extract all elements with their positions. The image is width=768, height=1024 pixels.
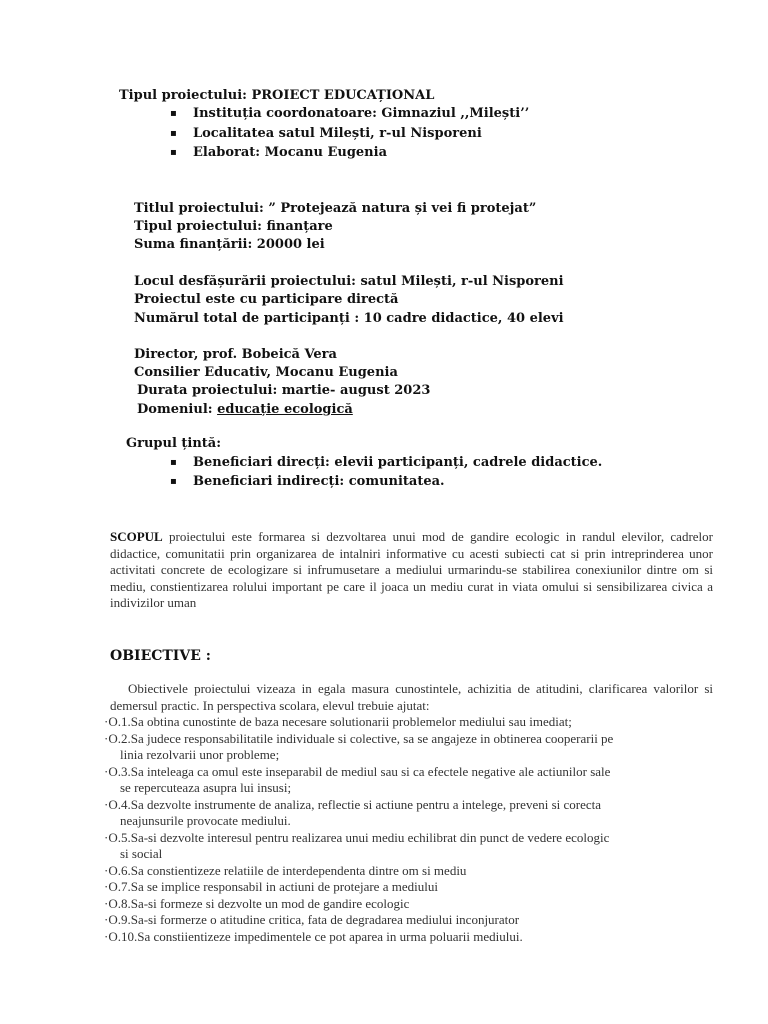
bullet-icon: ▪ <box>170 128 177 139</box>
domain-value: educație ecologică <box>217 402 353 417</box>
objective-item: ·O.10.Sa constiientizeze impedimentele ce pot aparea in urma poluarii mediului. <box>104 928 523 944</box>
scope-paragraph <box>110 529 713 612</box>
objectives-list <box>104 714 715 945</box>
project-title: Titlul proiectului: ” Protejează natura și vei fi protejat” <box>134 201 537 216</box>
header-bullet-locality: Localitatea satul Milești, r-ul Nisporeni <box>193 126 482 141</box>
project-type-financing: Tipul proiectului: finanțare <box>134 219 333 234</box>
scope-lead: SCOPUL <box>110 529 163 544</box>
participants-total: Numărul total de participanți : 10 cadre didactice, 40 elevi <box>134 311 564 326</box>
objective-item: ·O.4.Sa dezvolte instrumente de analiza, reflectie si actiune pentru a intelege, preveni si corecta neajunsurile provocate mediului. <box>104 796 602 828</box>
participation-type: Proiectul este cu participare directă <box>134 292 399 307</box>
direct-beneficiaries: Beneficiari direcți: elevii participanți, cadrele didactice. <box>193 455 603 470</box>
header-bullet-institution: Instituția coordonatoare: Gimnaziul ,,Milești’’ <box>193 106 530 121</box>
objective-item: ·O.6.Sa constientizeze relatiile de interdependenta dintre om si mediu <box>104 862 467 878</box>
project-type-label: Tipul proiectului: <box>119 88 252 103</box>
funding-amount: Suma finanțării: 20000 lei <box>134 237 325 252</box>
header-bullet-author: Elaborat: Mocanu Eugenia <box>193 145 387 160</box>
objective-item: ·O.9.Sa-si formerze o atitudine critica, fata de degradarea mediului inconjurator <box>104 912 520 927</box>
objective-item: ·O.1.Sa obtina cunostinte de baza necesare solutionarii problemelor mediului sau imediat; <box>104 714 572 729</box>
bullet-icon: ▪ <box>170 476 177 487</box>
target-group-title: Grupul țintă: <box>126 436 222 451</box>
director: Director, prof. Bobeică Vera <box>134 347 337 362</box>
project-location: Locul desfășurării proiectului: satul Milești, r-ul Nisporeni <box>134 274 564 289</box>
objective-item: ·O.5.Sa-si dezvolte interesul pentru realizarea unui mediu echilibrat din punct de vedere ecologic si social <box>104 829 610 861</box>
objectives-intro: Obiectivele proiectului vizeaza in egala masura cunostintele, achizitia de atitudini, clarificarea valorilor si demersul practic. In perspectiva scolara, elevul trebuie ajutat: <box>110 681 713 713</box>
objective-item: ·O.8.Sa-si formeze si dezvolte un mod de gandire ecologic <box>104 895 410 911</box>
domain-label: Domeniul: <box>137 402 218 417</box>
objectives-title: OBIECTIVE : <box>110 648 211 664</box>
objective-item: ·O.7.Sa se implice responsabil in actiuni de protejare a mediului <box>104 879 438 894</box>
project-domain <box>137 402 353 418</box>
indirect-beneficiaries: Beneficiari indirecți: comunitatea. <box>193 474 445 489</box>
objective-item: ·O.3.Sa inteleaga ca omul este inseparabil de mediul sau si ca efectele negative ale actiunilor sale se repercuteaza asupra lui insusi; <box>104 763 611 795</box>
bullet-icon: ▪ <box>170 457 177 468</box>
project-type <box>119 88 434 104</box>
bullet-icon: ▪ <box>170 108 177 119</box>
objective-item: ·O.2.Sa judece responsabilitatile individuale si colective, sa se angajeze in obtinerea cooperarii pe linia rezolvarii unor probleme; <box>104 730 614 762</box>
bullet-icon: ▪ <box>170 147 177 158</box>
scope-text: proiectului este formarea si dezvoltarea unui mod de gandire ecologic in randul elevilor, cadrelor didactice, comunitatii prin organizarea de intalniri informative cu acesti subiecti cat si prin intreprinderea unor activitati concrete de ecologizare si infrumusetare a mediului urmarindu-se stabilirea conexiunilor dintre om si mediu, constientizarea rolului important pe care il joaca un mediu curat in viata omului si sensibilizarea civica a indivizilor uman <box>110 529 713 610</box>
project-duration: Durata proiectului: martie- august 2023 <box>137 383 431 398</box>
project-type-value: PROIECT EDUCAȚIONAL <box>251 88 435 103</box>
educational-counselor: Consilier Educativ, Mocanu Eugenia <box>134 365 398 380</box>
